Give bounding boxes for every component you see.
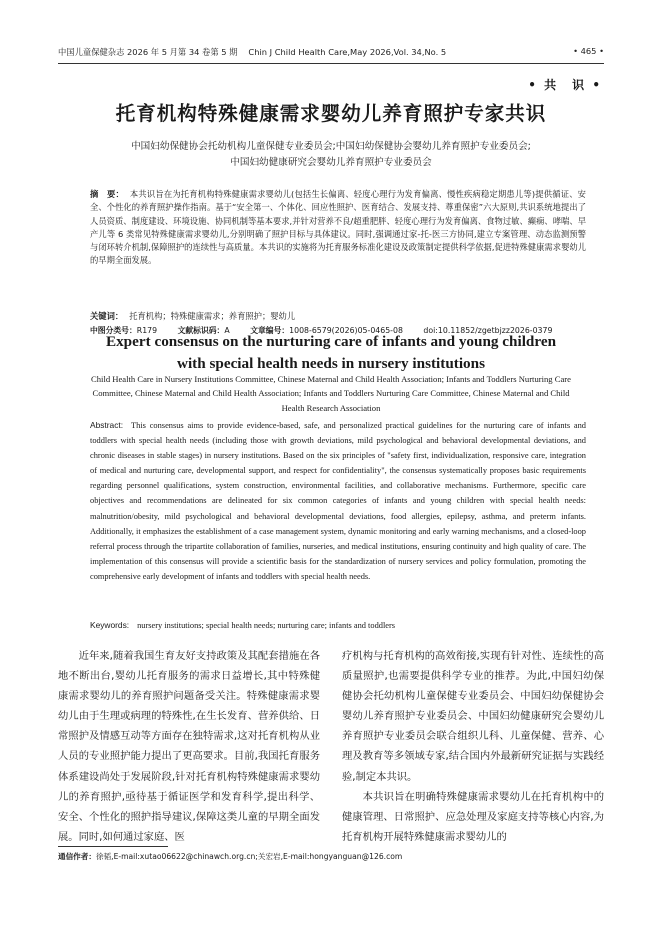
class-number-label: 中图分类号： (90, 326, 137, 335)
chinese-authors-line2: 中国妇幼健康研究会婴幼儿养育照护专业委员会 (230, 157, 432, 168)
english-title-line2: with special health needs in nursery institutions (176, 355, 485, 372)
chinese-keywords-label: 关键词： (90, 311, 124, 321)
page-number: • 465 • (573, 46, 604, 56)
body-paragraph: 近年来,随着我国生育友好支持政策及其配套措施在各地不断出台,婴幼儿托育服务的需求日益增长,其中特殊健康需求婴幼儿的养育照护问题备受关注。特殊健康需求婴幼儿由于生理或病理的特殊性,在生长发育、营养供给、日常照护及情感互动等方面存在独特需求,这对托育机构从业人员的专业照护能力提出了更高要求。目前,我国托育服务体系建设尚处于发展阶段,针对托育机构特殊健康需求婴幼儿的养育照护,亟待基于循证医学和发育科学,提出科学、安全、个性化的照护指导建议,保障这类儿童的早期全面发展。同时,如何通过家庭、医 (58, 650, 320, 843)
english-abstract-label: Abstract: (90, 420, 124, 430)
corresponding-author-footnote (58, 851, 604, 862)
header-rule (58, 63, 604, 64)
chinese-abstract (90, 188, 586, 268)
english-abstract (90, 418, 586, 584)
document-code-value: A (224, 326, 230, 335)
article-number-label: 文章编号： (250, 326, 290, 335)
doi: doi:10.11852/zgetbjzz2026-0379 (423, 326, 553, 335)
english-title (58, 331, 604, 375)
chinese-authors (70, 139, 592, 171)
body-paragraph: 本共识旨在明确特殊健康需求婴幼儿在托育机构中的健康管理、日常照护、应急处理及家庭支持等核心内容,为托育机构开展特殊健康需求婴幼儿的 (342, 790, 604, 843)
body-column-left (58, 646, 320, 847)
english-authors: Child Health Care in Nursery Institutions Committee, Chinese Maternal and Child Health Association; Infants and Toddlers Nurturing Care Committee, Chinese Maternal and Child Health Association; Infants and Toddlers Nurturing Care Committee, Chinese Maternal and Child Health Research Association (91, 374, 571, 413)
running-header (58, 46, 604, 60)
body-column-right (342, 646, 604, 847)
chinese-keywords (90, 310, 586, 322)
english-keywords-label: Keywords: (90, 620, 130, 630)
section-tag: • 共 识 • (528, 78, 602, 92)
chinese-title: 托育机构特殊健康需求婴幼儿养育照护专家共识 (115, 102, 547, 125)
chinese-abstract-label: 摘 要： (90, 189, 124, 199)
document-code-label: 文献标识码： (177, 326, 225, 335)
footnote-label: 通信作者： (58, 852, 96, 861)
english-keywords (90, 620, 586, 630)
chinese-keywords-text: 托育机构；特殊健康需求；养育照护；婴幼儿 (129, 311, 296, 321)
article-number-value: 1008-6579(2026)05-0465-08 (289, 326, 403, 335)
body-paragraph: 疗机构与托育机构的高效衔接,实现有针对性、连续性的高质量照护,也需要提供科学专业的推荐。为此,中国妇幼保健协会托幼机构儿童保健专业委员会、中国妇幼保健协会婴幼儿养育照护专业委员会、中国妇幼健康研究会婴幼儿养育照护专业委员会联合组织儿科、儿童保健、营养、心理及教育等多领域专家,结合国内外最新研究证据与实践经验,制定本共识。 (342, 650, 604, 783)
body-text (58, 646, 604, 843)
journal-citation: 中国儿童保健杂志 2026 年 5 月第 34 卷第 5 期 Chin J Child Health Care,May 2026,Vol. 34,No. 5 (58, 47, 447, 57)
chinese-authors-line1: 中国妇幼保健协会托幼机构儿童保健专业委员会;中国妇幼保健协会婴幼儿养育照护专业委员会; (131, 141, 531, 152)
footnote-text: 徐韬,E-mail:xutao06622@chinawch.org.cn;关宏岩,E-mail:hongyanguan@126.com (95, 852, 403, 861)
english-title-line1: Expert consensus on the nurturing care of infants and young children (105, 333, 557, 350)
english-keywords-text: nursery institutions; special health needs; nurturing care; infants and toddlers (137, 621, 396, 630)
chinese-abstract-text: 本共识旨在为托育机构特殊健康需求婴幼儿(包括生长偏离、轻度心理行为发育偏离、慢性疾病稳定期患儿等)提供循证、安全、个性化的养育照护操作指南。基于“安全第一、个体化、回应性照护、医育结合、发展支持、尊重保密”六大原则,共识系统地提出了人员资质、制度建设、环境设施、协同机制等基本要求,并针对营养不良/超重肥胖、轻度心理行为发育偏离、食物过敏、癫痫、哮喘、早产儿等 6 类常见特殊健康需求婴幼儿,分别明确了照护目标与具体建议。同时,强调通过家-托-医三方协同,建立专案管理、动态监测预警与闭环转介机制,保障照护的连续性与高质量。本共识的实施将为托育服务标准化建设及政策制定提供科学依据,促进特殊健康需求婴幼儿的早期全面发展。 (90, 189, 586, 266)
english-abstract-text: This consensus aims to provide evidence-based, safe, and personalized practical guidelines for the nurturing care of infants and toddlers with special health needs (including those with growth deviations, mild psychological and behavioral developmental deviations, and chronic diseases in stable stages) in nursery institutions. Based on the six principles of "safety first, individualization, responsive care, integration of medical and nurturing care, developmental support, and respect for confidentiality", the consensus systematically proposes basic requirements regarding personnel qualifications, system construction, environmental facilities, and collaborative mechanisms. Furthermore, specific care objectives and recommendations are delineated for six common categories of infants and young children with special health needs: malnutrition/obesity, mild psychological and behavioral developmental deviations, food allergies, epilepsy, asthma, and preterm infants. Additionally, it emphasizes the establishment of a case management system, dynamic monitoring and early warning mechanisms, and a closed-loop referral process through the tripartite collaboration of families, nurseries, and medical institutions, ensuring continuity and high quality of care. The implementation of this consensus will provide a scientific basis for the standardization of nursery services and policy formulation, promoting the comprehensive early development of infants and toddlers with special health needs. (90, 421, 586, 581)
class-number-value: R179 (136, 326, 158, 335)
footnote-rule (58, 846, 168, 847)
